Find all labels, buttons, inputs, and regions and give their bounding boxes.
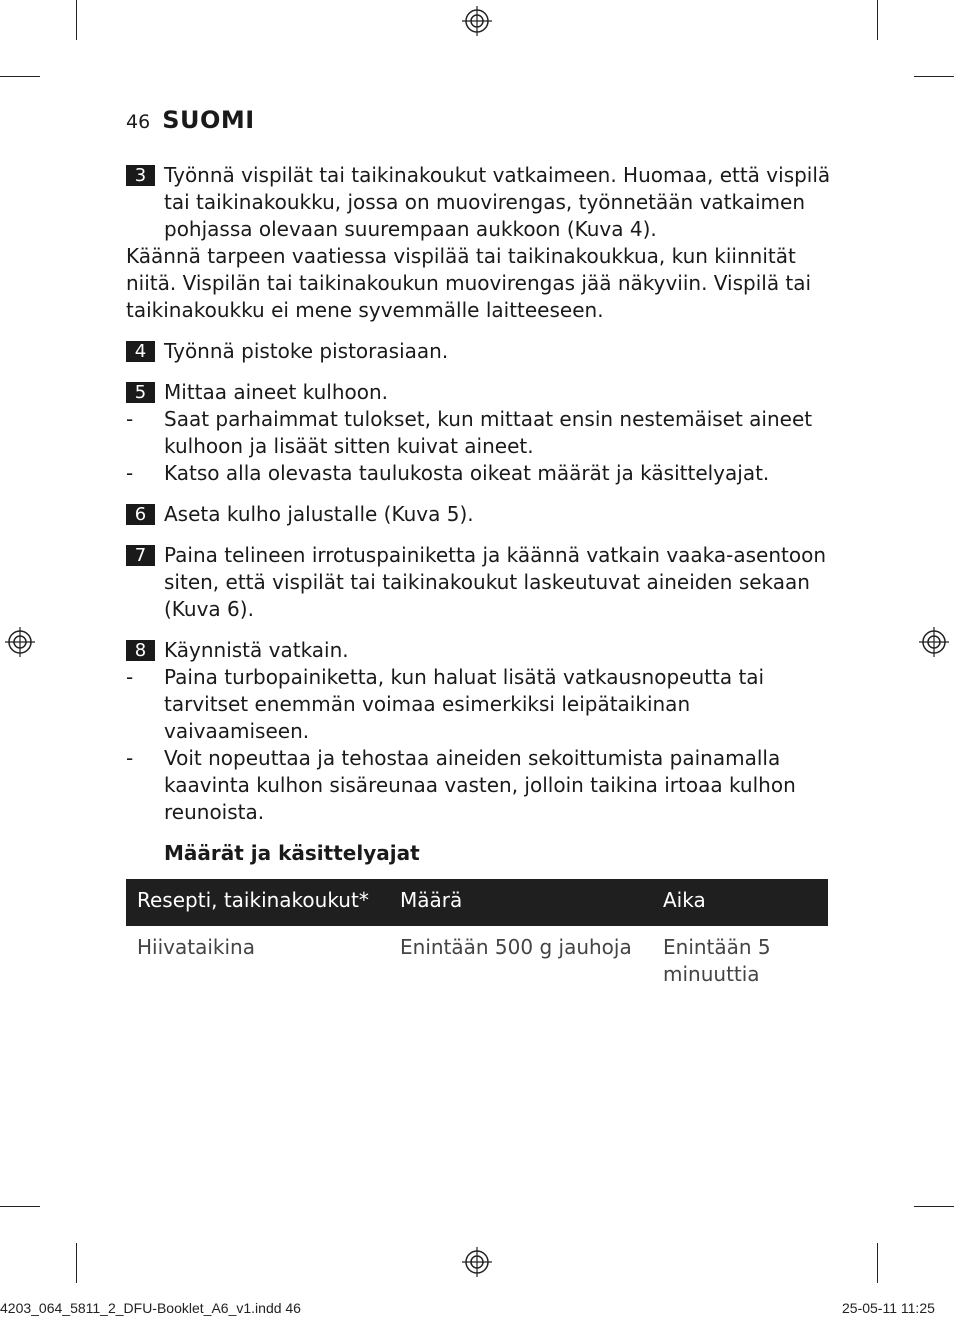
bullet-dash: - <box>126 665 134 689</box>
crop-mark <box>0 76 40 77</box>
registration-mark-icon <box>462 1247 492 1277</box>
step-number: 8 <box>126 640 155 661</box>
page-number: 46 <box>126 111 151 133</box>
bullet-dash: - <box>126 461 134 485</box>
step-text: Aseta kulho jalustalle (Kuva 5). <box>164 502 474 526</box>
table-cell: Hiivataikina <box>137 935 255 959</box>
table-header-row <box>126 879 828 926</box>
step-7 <box>126 542 831 623</box>
table-row <box>126 926 828 996</box>
crop-mark <box>877 1243 878 1283</box>
table-cell: Enintään 5 minuuttia <box>663 935 771 986</box>
step-text: Työnnä pistoke pistorasiaan. <box>164 339 449 363</box>
step-number: 6 <box>126 504 155 525</box>
column-header-amount: Määrä <box>389 879 652 926</box>
bullet-dash: - <box>126 746 134 770</box>
step-5 <box>126 379 831 406</box>
table-title: Määrät ja käsittelyajat <box>164 841 420 865</box>
column-header-recipe: Resepti, taikinakoukut* <box>126 879 389 926</box>
step-number: 7 <box>126 545 155 566</box>
list-item <box>126 664 831 745</box>
crop-mark <box>914 1206 954 1207</box>
column-header-time: Aika <box>652 879 828 926</box>
bullet-text: Paina turbopainiketta, kun haluat lisätä vatkausnopeutta tai tarvitset enemmän voimaa esimerkiksi leipätaikinan vaivaamiseen. <box>164 665 765 743</box>
list-item <box>126 460 831 487</box>
step-3 <box>126 162 831 243</box>
step-6 <box>126 501 831 528</box>
list-item <box>126 406 831 460</box>
bullet-dash: - <box>126 407 134 431</box>
step-text: Paina telineen irrotuspainiketta ja käännä vatkain vaaka-asentoon siten, että vispilät tai taikinakoukut laskeutuvat aineiden sekaan (Kuva 6). <box>164 543 827 621</box>
registration-mark-icon <box>462 6 492 36</box>
crop-mark <box>76 0 77 40</box>
footer-filename: 4203_064_5811_2_DFU-Booklet_A6_v1.indd 46 <box>0 1300 301 1316</box>
quantities-table <box>126 879 828 996</box>
section-title: SUOMI <box>162 106 255 134</box>
step-4 <box>126 338 831 365</box>
bullet-text: Voit nopeuttaa ja tehostaa aineiden sekoittumista painamalla kaavinta kulhon sisäreunaa vasten, jolloin taikina irtoaa kulhon reunoista. <box>164 746 796 824</box>
step-number: 5 <box>126 382 155 403</box>
step-number: 4 <box>126 341 155 362</box>
registration-mark-icon <box>5 627 35 657</box>
crop-mark <box>877 0 878 40</box>
footer-date: 25-05-11 11:25 <box>842 1300 935 1316</box>
list-item <box>126 745 831 826</box>
step-text: Käynnistä vatkain. <box>164 638 349 662</box>
step-8 <box>126 637 831 664</box>
main-content <box>126 162 831 996</box>
step-text: Mittaa aineet kulhoon. <box>164 380 389 404</box>
bullet-text: Saat parhaimmat tulokset, kun mittaat ensin nestemäiset aineet kulhoon ja lisäät sitten kuivat aineet. <box>164 407 813 458</box>
bullet-text: Katso alla olevasta taulukosta oikeat määrät ja käsittelyajat. <box>164 461 770 485</box>
crop-mark <box>0 1206 40 1207</box>
crop-mark <box>76 1243 77 1283</box>
page-header <box>126 106 255 134</box>
step-number: 3 <box>126 165 155 186</box>
table-cell: Enintään 500 g jauhoja <box>400 935 632 959</box>
step-text: Työnnä vispilät tai taikinakoukut vatkaimeen. Huomaa, että vispilä tai taikinakoukku, jossa on muovirengas, työnnetään vatkaimen pohjassa olevaan suurempaan aukkoon (Kuva 4). <box>164 163 831 241</box>
step-3-note: Käännä tarpeen vaatiessa vispilää tai taikinakoukkua, kun kiinnität niitä. Vispilän tai taikinakoukun muovirengas jää näkyviin. Vispilä tai taikinakoukku ei mene syvemmälle laitteeseen. <box>126 244 812 322</box>
crop-mark <box>914 76 954 77</box>
registration-mark-icon <box>919 627 949 657</box>
